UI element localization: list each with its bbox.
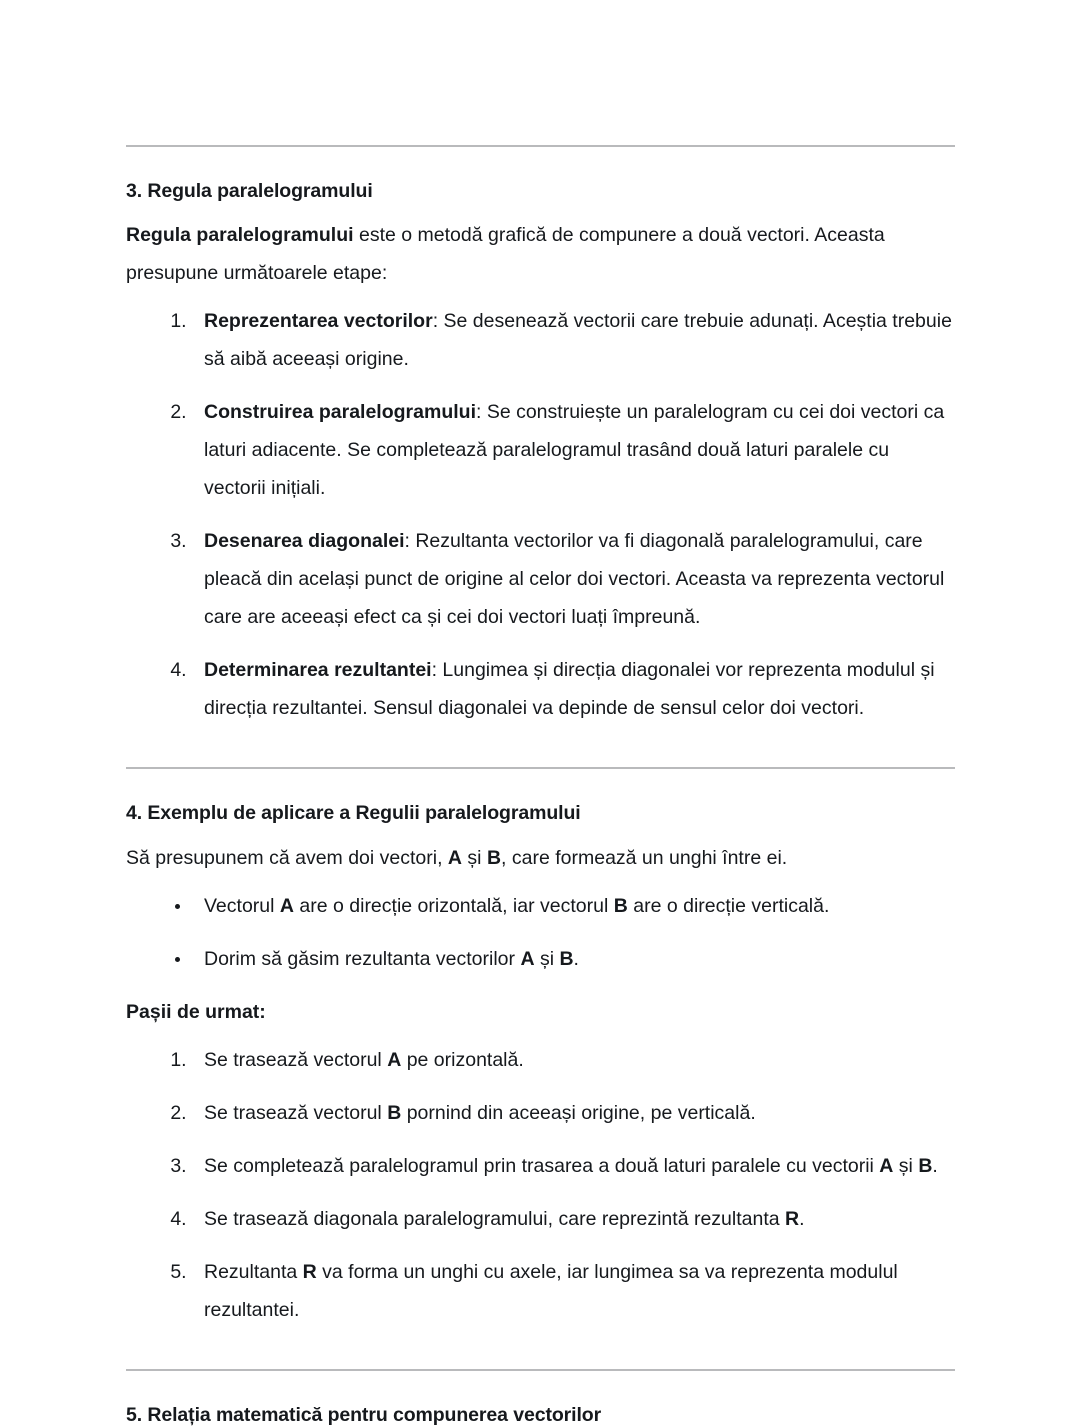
list-item (192, 1094, 954, 1132)
bullet-part-3: are o direcție verticală. (627, 894, 830, 917)
intro-bold-2: B (486, 846, 502, 869)
step-bold-1: B (387, 1101, 402, 1124)
step-part-2: pe orizontală. (401, 1048, 524, 1071)
list-item-term: Determinarea rezultantei (204, 659, 432, 682)
bullet-bold-2: B (613, 894, 628, 917)
list-item (192, 1253, 954, 1329)
list-item (192, 522, 954, 636)
bullet-part-2: are o direcție orizontală, iar vectorul (293, 894, 614, 917)
list-item (192, 651, 954, 727)
paragraph-section-3 (126, 216, 954, 292)
ordered-list-section-3 (126, 302, 954, 727)
bullet-bold-1: A (279, 894, 294, 917)
list-item-term: Construirea paralelogramului (204, 401, 476, 424)
list-item (192, 302, 954, 378)
list-item-term: Reprezentarea vectorilor (204, 310, 433, 333)
list-item-text: : Lungimea și direcția diagonalei vor reprezenta modulul și direcția rezultantei. Sensul diagonalei va depinde de sensul celor doi vectori. (204, 659, 935, 720)
step-part-1: Se trasează vectorul (204, 1101, 388, 1124)
heading-section-4: 4. Exemplu de aplicare a Regulii paralelogramului (126, 802, 581, 825)
gap-before-divider-bottom (126, 1344, 954, 1369)
step-bold-1: A (387, 1048, 402, 1071)
bullet-part-2: și (534, 947, 560, 970)
top-spacer (126, 0, 954, 145)
bullet-bold-1: A (520, 947, 535, 970)
ordered-list-steps (126, 1041, 954, 1329)
step-bold-1: A (879, 1154, 894, 1177)
step-part-3: . (932, 1154, 938, 1177)
step-bold-1: R (785, 1207, 800, 1230)
list-item (192, 1041, 954, 1079)
paragraph-rest: este o metodă grafică de compunere a două vectori. Aceasta presupune următoarele etape: (126, 224, 885, 285)
bullet-part-1: Vectorul (204, 894, 280, 917)
list-item (192, 393, 954, 507)
list-item (192, 1147, 954, 1185)
section-divider-middle (126, 767, 955, 769)
section-divider-top (126, 145, 955, 147)
list-item-text: : Se construiește un paralelogram cu cei doi vectori ca laturi adiacente. Se completează paralelogramul trasând două laturi paralele cu vectorii inițiali. (204, 401, 945, 500)
gap-before-divider-middle (126, 742, 954, 767)
step-part-1: Se trasează diagonala paralelogramului, care reprezintă rezultanta (204, 1207, 786, 1230)
step-part-2: pornind din aceeași origine, pe verticală. (401, 1101, 756, 1124)
bullet-list-section-4 (126, 887, 954, 978)
section-divider-bottom (126, 1369, 955, 1371)
step-bold-1: R (302, 1260, 317, 1283)
list-item-text: : Se desenează vectorii care trebuie adunați. Aceștia trebuie să aibă aceeași origine. (204, 310, 952, 371)
paragraph-bold-lead: Regula paralelogramului (126, 224, 354, 247)
intro-part-3: , care formează un unghi între ei. (501, 846, 788, 869)
heading-section-5: 5. Relația matematică pentru compunerea vectorilor (126, 1403, 602, 1426)
list-item (192, 940, 954, 978)
bullet-bold-2: B (559, 947, 574, 970)
step-part-2: . (799, 1207, 805, 1230)
paragraph-section-4 (126, 839, 954, 877)
list-item (192, 1200, 954, 1238)
list-item-text: : Rezultanta vectorilor va fi diagonală paralelogramului, care pleacă din același punct de origine al celor doi vectori. Aceasta va reprezenta vectorul care are aceeași efect ca și cei doi vectori luați împreună. (204, 530, 945, 629)
intro-bold-1: A (447, 846, 463, 869)
step-part-2: și (893, 1154, 919, 1177)
steps-label: Pașii de urmat: (126, 1000, 266, 1023)
bullet-part-3: . (573, 947, 579, 970)
step-part-1: Se trasează vectorul (204, 1048, 388, 1071)
list-item (192, 887, 954, 925)
step-bold-2: B (918, 1154, 933, 1177)
intro-part-1: Să presupunem că avem doi vectori, (126, 846, 448, 869)
step-part-2: va forma un unghi cu axele, iar lungimea sa va reprezenta modulul rezultantei. (204, 1260, 898, 1321)
list-item-term: Desenarea diagonalei (204, 530, 405, 553)
heading-section-3: 3. Regula paralelogramului (126, 180, 373, 202)
step-part-1: Se completează paralelogramul prin trasarea a două laturi paralele cu vectorii (204, 1154, 880, 1177)
step-part-1: Rezultanta (204, 1260, 303, 1283)
bullet-part-1: Dorim să găsim rezultanta vectorilor (204, 947, 521, 970)
intro-part-2: și (462, 846, 487, 869)
